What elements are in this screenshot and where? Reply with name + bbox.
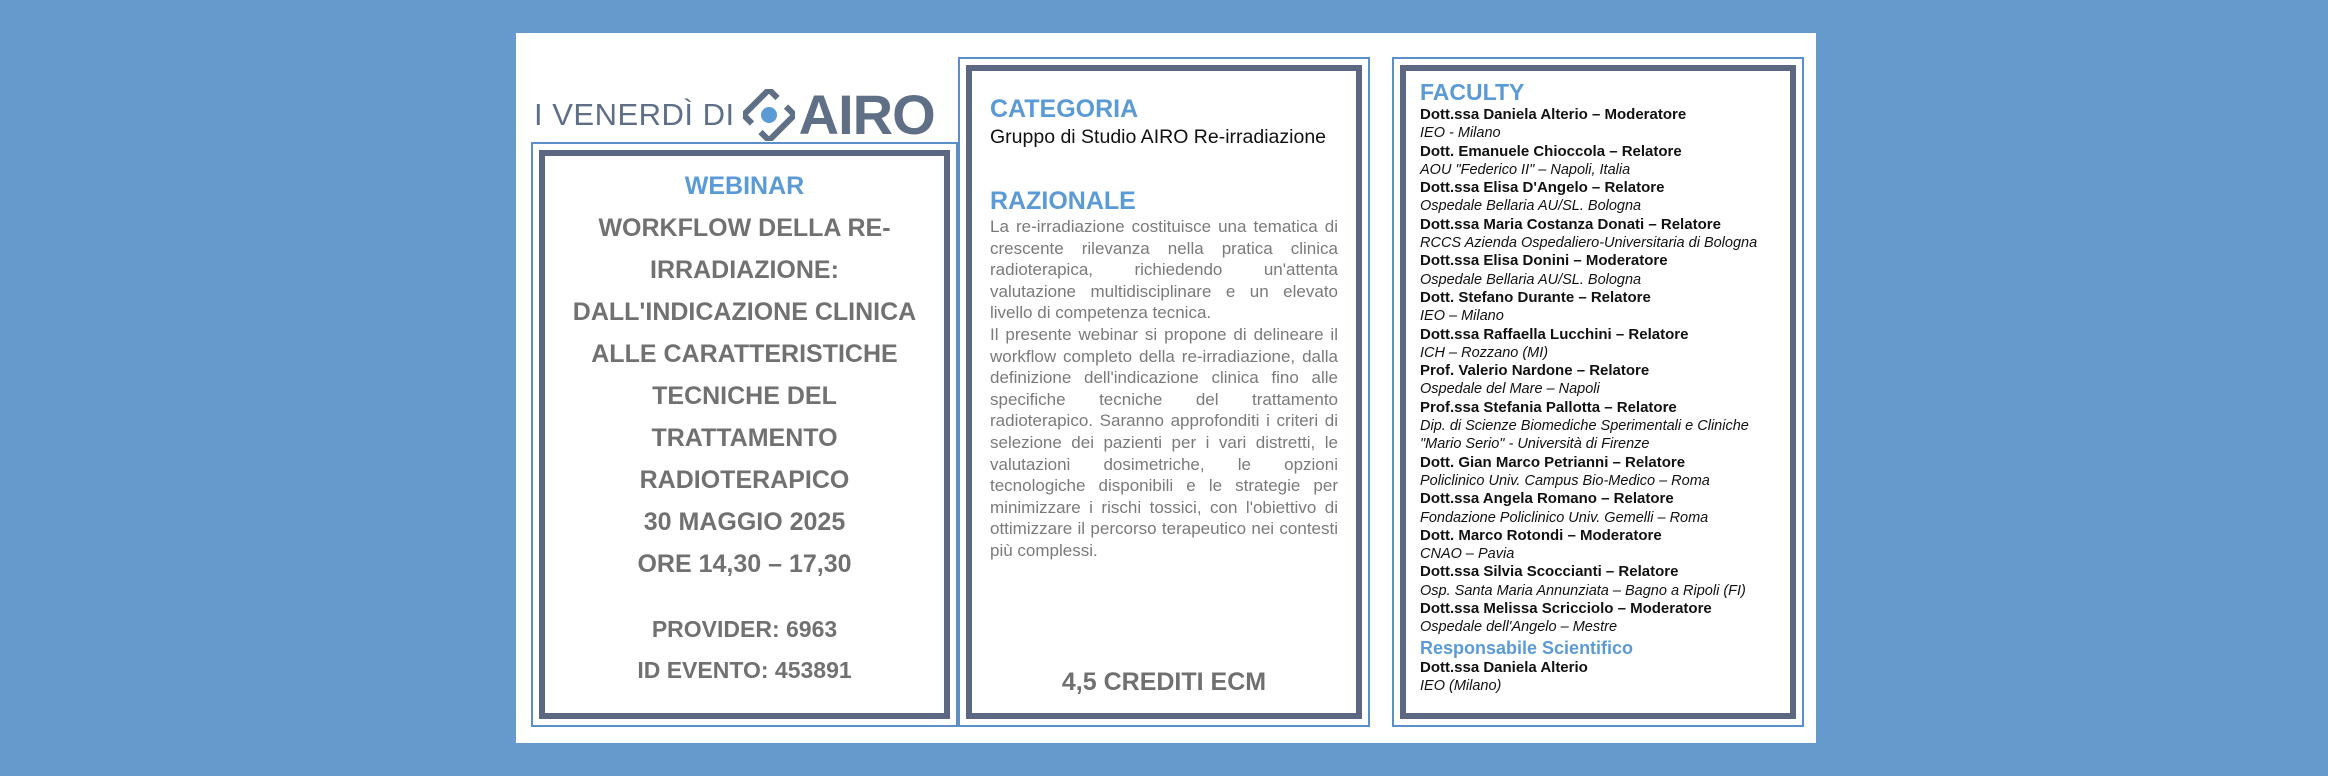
right-panel-content (1406, 71, 1790, 695)
faculty-entry (1420, 326, 1780, 363)
categoria-title: CATEGORIA (990, 95, 1139, 123)
title-line: TECNICHE DEL (652, 382, 837, 410)
faculty-name: Dott.ssa Elisa D'Angelo – Relatore (1420, 179, 1665, 197)
airo-logo (534, 85, 954, 145)
faculty-entry (1420, 289, 1780, 326)
provider-number: PROVIDER: 6963 (651, 616, 838, 642)
razionale-paragraph: La re-irradiazione costituisce una tematica di crescente rilevanza nella pratica clinica radioterapica, richiedendo un'attenta valutazione multidisciplinare e un elevato livello di competenza tecnica. (990, 217, 1338, 323)
faculty-affiliation: Ospedale dell'Angelo – Mestre (1420, 619, 1618, 636)
faculty-affiliation: "Mario Serio" - Università di Firenze (1420, 436, 1650, 453)
faculty-name: Dott. Marco Rotondi – Moderatore (1420, 526, 1662, 544)
faculty-entry (1420, 527, 1780, 564)
title-line: IRRADIAZIONE: (650, 256, 839, 284)
faculty-affiliation: IEO – Milano (1420, 308, 1504, 325)
ecm-credits: 4,5 CREDITI ECM (1061, 668, 1267, 696)
faculty-affiliation: ICH – Rozzano (MI) (1420, 344, 1549, 361)
faculty-affiliation: Ospedale Bellaria AU/SL. Bologna (1420, 198, 1642, 215)
left-panel-content (545, 156, 944, 691)
faculty-entry (1420, 216, 1780, 253)
title-line: ALLE CARATTERISTICHE (591, 340, 898, 368)
faculty-name: Dott.ssa Maria Costanza Donati – Relatore (1420, 215, 1721, 233)
faculty-affiliation: Ospedale Bellaria AU/SL. Bologna (1420, 271, 1642, 288)
right-panel (1400, 65, 1796, 719)
faculty-affiliation: Policlinico Univ. Campus Bio-Medico – Roma (1420, 472, 1710, 489)
razionale-title: RAZIONALE (990, 187, 1136, 215)
faculty-affiliation: Osp. Santa Maria Annunziata – Bagno a Ripoli (FI) (1420, 582, 1746, 599)
faculty-affiliation: RCCS Azienda Ospedaliero-Universitaria di Bologna (1420, 235, 1758, 252)
faculty-name: Dott.ssa Raffaella Lucchini – Relatore (1420, 325, 1689, 343)
faculty-affiliation: IEO - Milano (1420, 125, 1501, 142)
categoria-text: Gruppo di Studio AIRO Re-irradiazione (990, 126, 1327, 148)
faculty-affiliation: CNAO – Pavia (1420, 546, 1515, 563)
faculty-name: Dott. Emanuele Chioccola – Relatore (1420, 142, 1682, 160)
faculty-name: Dott. Gian Marco Petrianni – Relatore (1420, 453, 1686, 471)
faculty-entry (1420, 600, 1780, 637)
left-panel (539, 150, 950, 719)
title-line: RADIOTERAPICO (639, 466, 850, 494)
airo-logo-mark-icon (743, 89, 795, 141)
faculty-affiliation: Dip. di Scienze Biomediche Sperimentali e Cliniche (1420, 418, 1749, 435)
faculty-affiliation: Ospedale del Mare – Napoli (1420, 381, 1600, 398)
faculty-name: Dott.ssa Melissa Scricciolo – Moderatore (1420, 600, 1712, 618)
faculty-affiliation: Fondazione Policlinico Univ. Gemelli – Roma (1420, 509, 1709, 526)
title-line: WORKFLOW DELLA RE- (598, 214, 891, 242)
razionale-paragraph: Il presente webinar si propone di delineare il workflow completo della re-irradiazione, dalla definizione dell'indicazione clinica fino alle specifiche tecniche del trattamento radioterapico. Saranno approfonditi i criteri di selezione dei pazienti per i vari distretti, le valutazioni dosimetriche, le opzioni tecnologiche disponibili e le strategie per minimizzare i rischi tossici, con l'obiettivo di ottimizzare il percorso terapeutico nei contesti più complessi. (990, 324, 1338, 560)
faculty-name: Dott.ssa Angela Romano – Relatore (1420, 490, 1674, 508)
logo-prefix: I VENERDÌ DI (534, 97, 735, 132)
faculty-title: FACULTY (1420, 79, 1525, 105)
faculty-name: Prof. Valerio Nardone – Relatore (1420, 362, 1650, 380)
faculty-entry (1420, 362, 1780, 399)
faculty-name: Prof.ssa Stefania Pallotta – Relatore (1420, 398, 1677, 416)
logo-wordmark: AIRO (798, 83, 935, 146)
title-line: DALL'INDICAZIONE CLINICA (572, 298, 917, 326)
faculty-name: Dott.ssa Silvia Scoccianti – Relatore (1420, 563, 1679, 581)
middle-panel-content (972, 71, 1356, 562)
faculty-name: Dott.ssa Elisa Donini – Moderatore (1420, 252, 1668, 270)
faculty-entry (1420, 490, 1780, 527)
responsabile-title: Responsabile Scientifico (1420, 637, 1634, 658)
event-id: ID EVENTO: 453891 (637, 657, 852, 683)
webinar-label: WEBINAR (684, 172, 805, 200)
faculty-entry (1420, 179, 1780, 216)
faculty-name: Dott. Stefano Durante – Relatore (1420, 288, 1651, 306)
faculty-entry (1420, 106, 1780, 143)
event-time: ORE 14,30 – 17,30 (637, 550, 852, 578)
faculty-entry (1420, 399, 1780, 454)
flyer-sheet (516, 33, 1816, 743)
faculty-entry (1420, 454, 1780, 491)
faculty-affiliation: AOU "Federico II" – Napoli, Italia (1420, 161, 1631, 178)
webinar-title (545, 207, 944, 501)
responsabile-name: Dott.ssa Daniela Alterio (1420, 658, 1588, 676)
title-line: TRATTAMENTO (651, 424, 838, 452)
event-date: 30 MAGGIO 2025 (643, 508, 846, 536)
faculty-entry (1420, 252, 1780, 289)
faculty-entry (1420, 563, 1780, 600)
faculty-name: Dott.ssa Daniela Alterio – Moderatore (1420, 106, 1687, 123)
responsabile-affiliation: IEO (Milano) (1420, 677, 1502, 694)
faculty-list (1420, 106, 1780, 637)
faculty-entry (1420, 143, 1780, 180)
middle-panel (966, 65, 1362, 719)
